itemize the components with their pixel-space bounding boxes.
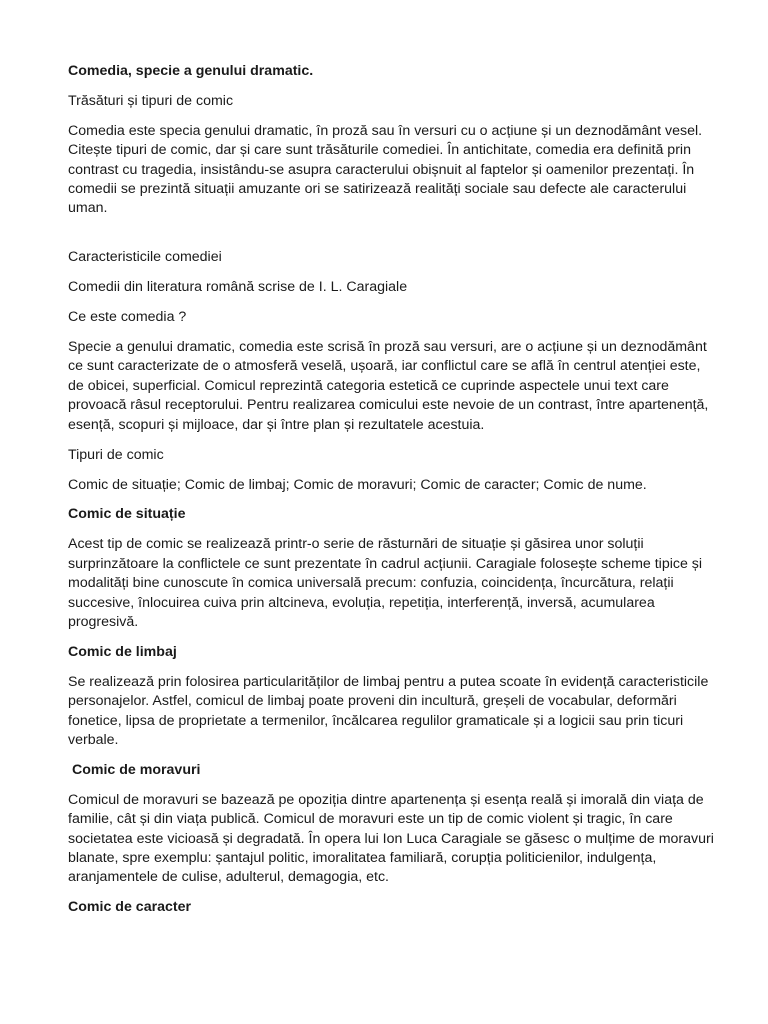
situatie-paragraph: Acest tip de comic se realizează printr-o serie de răsturnări de situație și găsirea unor soluții surprinzătoare la conflictele ce sunt prezentate în cadrul acțiunii. Caragiale folosește scheme tipice și modalități bine cunoscute în comica universală precum: confuzia, coincidența, încurcătura, relații succesive, înlocuirea cuiva prin altcineva, evoluția, repetiția, interferență, inversă, acumularea progresivă. bbox=[68, 536, 703, 630]
tipuri-list: Comic de situație; Comic de limbaj; Comic de moravuri; Comic de caracter; Comic de nume. bbox=[68, 476, 647, 493]
intro-paragraph: Comedia este specia genului dramatic, în proză sau în versuri cu o acțiune și un deznodământ vesel. Citește tipuri de comic, dar și care sunt trăsăturile comediei. În antichitate, comedia era definită prin contrast cu tragedia, insistându-se asupra caracterului obișnuit al faptelor și oamenilor prezentați. În comedii se prezintă situații amuzante ori se satirizează realități sociale sau defecte ale caracterului uman. bbox=[68, 122, 703, 217]
limbaj-paragraph: Se realizează prin folosirea particularităților de limbaj pentru a putea scoate în evidență caracteristicile personajelor. Astfel, comicul de limbaj poate proveni din incultură, greșeli de vocabular, deformări fonetice, lipsa de proprietate a termenilor, încălcarea regulilor gramaticale și a logicii sau prin ticuri verbale. bbox=[68, 673, 709, 748]
tipuri-heading: Tipuri de comic bbox=[68, 446, 164, 463]
caracteristici-heading: Caracteristicile comediei bbox=[68, 249, 222, 266]
situatie-heading: Comic de situație bbox=[68, 506, 186, 523]
question-heading: Ce este comedia ? bbox=[68, 309, 187, 326]
limbaj-heading: Comic de limbaj bbox=[68, 643, 177, 660]
moravuri-heading: Comic de moravuri bbox=[68, 761, 201, 778]
document-subtitle: Trăsături și tipuri de comic bbox=[68, 92, 234, 109]
document-title: Comedia, specie a genului dramatic. bbox=[68, 63, 314, 79]
moravuri-paragraph: Comicul de moravuri se bazează pe opoziția dintre apartenența și esența reală și imorală din viața de familie, cât și din viața publică. Comicul de moravuri este un tip de comic violent și tragic, în care societatea este vicioasă și degradată. În opera lui Ion Luca Caragiale se găsesc o mulțime de moravuri blanate, spre exemplu: șantajul politic, imoralitatea familiară, corupția politicienilor, indulgența, aranjamentele de culise, adulterul, demagogia, etc. bbox=[68, 791, 714, 886]
caracter-heading: Comic de caracter bbox=[68, 899, 192, 916]
caragiale-heading: Comedii din literatura română scrise de I. L. Caragiale bbox=[68, 279, 408, 296]
spacer bbox=[68, 229, 718, 248]
definition-paragraph: Specie a genului dramatic, comedia este scrisă în proză sau versuri, are o acțiune și un deznodământ ce sunt caracterizate de o atmosferă veselă, ușoară, iar conflictul care se află în centrul atenției este, de obicei, superficial. Comicul reprezintă categoria estetică ce cuprinde aspectele unui text care provoacă râsul receptorului. Pentru realizarea comicului este nevoie de un contrast, între apartenență, esență, scopuri și mijloace, dar și între plan și rezultatele acestuia. bbox=[68, 339, 709, 433]
document-page bbox=[68, 62, 718, 928]
